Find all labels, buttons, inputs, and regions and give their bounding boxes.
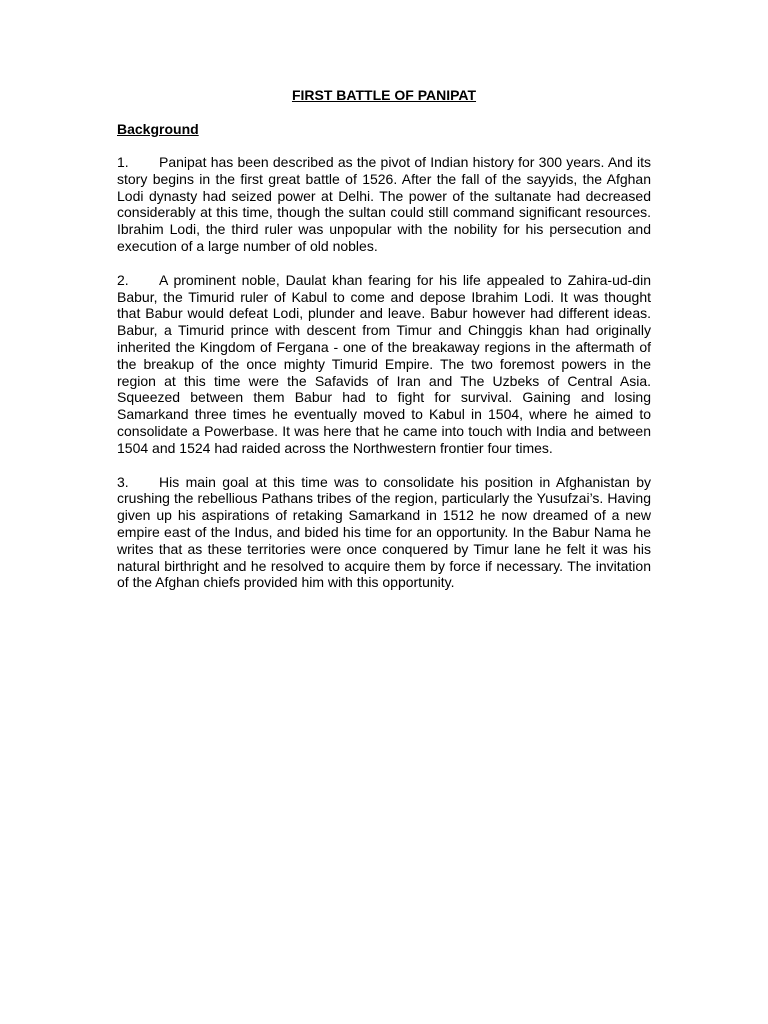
paragraph-text: A prominent noble, Daulat khan fearing for his life appealed to Zahira-ud-din Babur, the Timurid ruler of Kabul to come and depose Ibrahim Lodi. It was thought that Babur would defeat Lodi, plunder and leave. Babur however had different ideas. Babur, a Timurid prince with descent from Timur and Chinggis khan had originally inherited the Kingdom of Fergana - one of the breakaway regions in the aftermath of the breakup of the once mighty Timurid Empire. The two foremost powers in the region at this time were the Safavids of Iran and The Uzbeks of Central Asia. Squeezed between them Babur had to fight for survival. Gaining and losing Samarkand three times he eventually moved to Kabul in 1504, where he aimed to consolidate a Powerbase. It was here that he came into touch with India and between 1504 and 1524 had raided across the Northwestern frontier four times. [117,271,651,456]
paragraph-text: His main goal at this time was to consolidate his position in Afghanistan by crushing the rebellious Pathans tribes of the region, particularly the Yusufzai’s. Having given up his aspirations of retaking Samarkand in 1512 he now dreamed of a new empire east of the Indus, and bided his time for an opportunity. In the Babur Nama he writes that as these territories were once conquered by Timur lane he felt it was his natural birthright and he resolved to acquire them by force if necessary. The invitation of the Afghan chiefs provided him with this opportunity. [117,473,651,591]
paragraph-2 [117,272,651,457]
paragraph-number: 1. [117,154,129,170]
section-heading-background: Background [117,121,199,137]
document-title: FIRST BATTLE OF PANIPAT [291,87,477,103]
paragraph-number: 2. [117,271,129,288]
paragraph-1 [117,154,651,255]
document-page [117,86,651,608]
paragraph-3 [117,474,651,592]
paragraph-number: 3. [117,473,129,490]
paragraph-text: Panipat has been described as the pivot of Indian history for 300 years. And its story begins in the first great battle of 1526. After the fall of the sayyids, the Afghan Lodi dynasty had seized power at Delhi. The power of the sultanate had decreased considerably at this time, though the sultan could still command significant resources. Ibrahim Lodi, the third ruler was unpopular with the nobility for his persecution and execution of a large number of old nobles. [117,154,651,254]
